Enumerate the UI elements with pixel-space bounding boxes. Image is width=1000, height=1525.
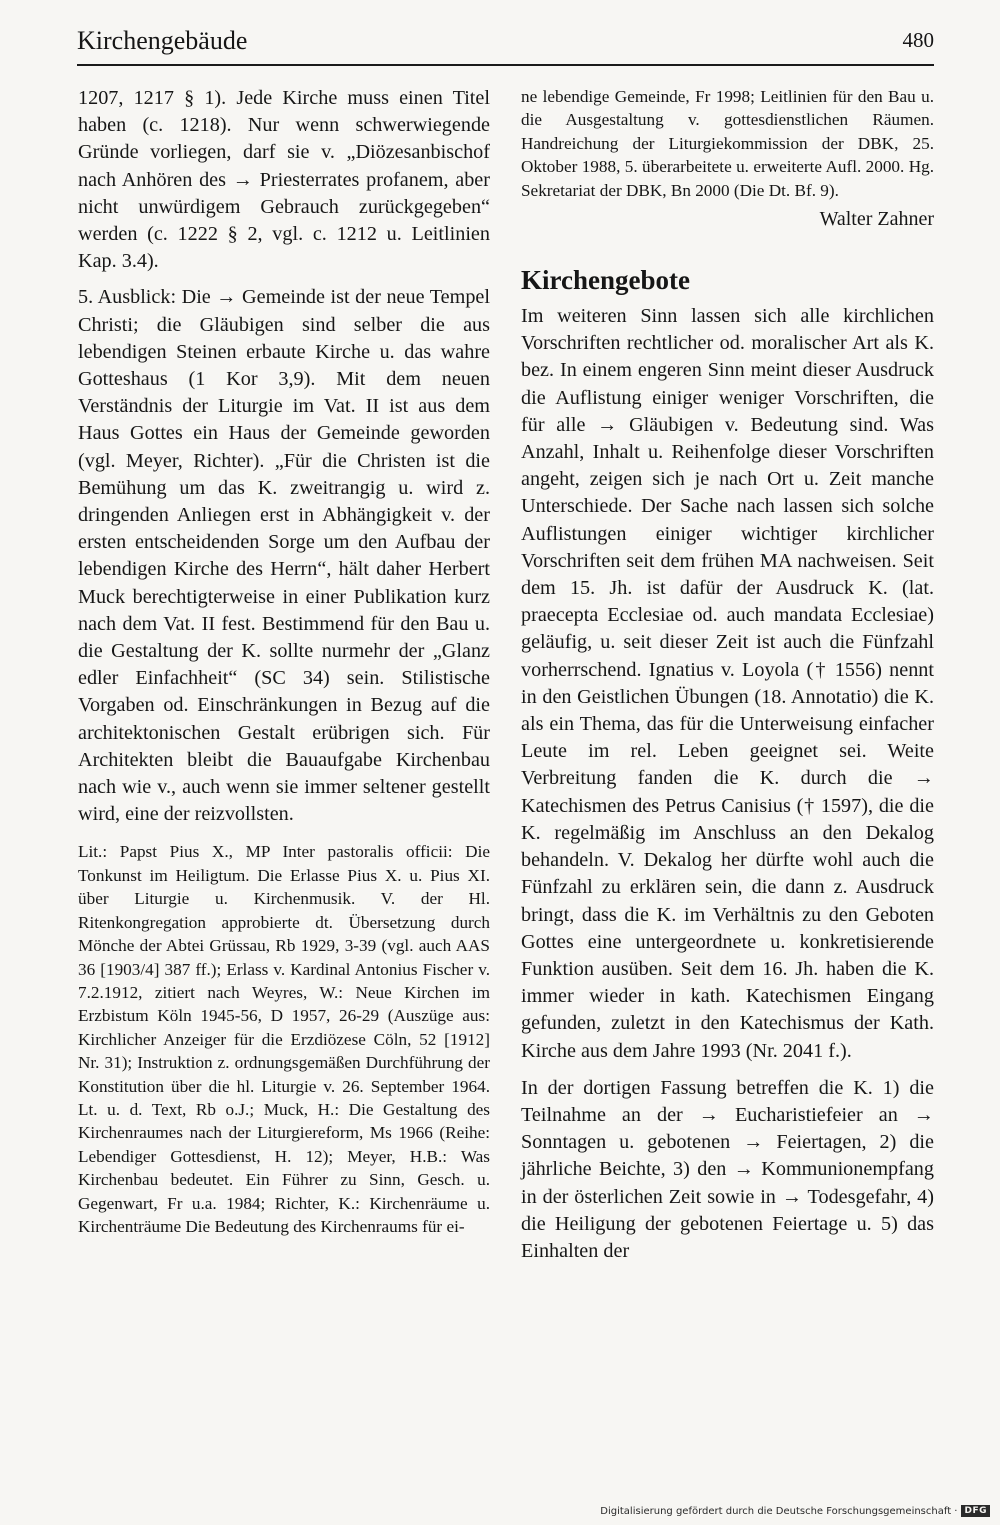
right-column (521, 85, 934, 1265)
left-column (78, 85, 490, 1238)
entry-title: Kirchengebote (521, 265, 690, 296)
literature-list-continued: ne lebendige Gemeinde, Fr 1998; Leitlinien für den Bau u. die Ausgestaltung v. gottesdienstlichen Räumen. Handreichung der Liturgiekommission der DBK, 25. Oktober 1988, 5. überarbeitete u. erweiterte Aufl. 2000. Hg. Sekretariat der DBK, Bn 2000 (Die Dt. Bf. 9). (521, 87, 934, 200)
paragraph-kirchengebote-list: In der dortigen Fassung betreffen die K. 1) die Teilnahme an der → Eucharistiefeier an → Sonntagen u. gebotenen → Feiertagen, 2) die jährliche Beichte, 3) den → Kommunionempfang in der österlichen Zeit sowie in → Todesgefahr, 4) die Heiligung der gebotenen Feiertage u. 5) das Einhalten der (521, 1076, 934, 1262)
running-head-title: Kirchengebäude (77, 26, 248, 55)
paragraph-kirchengebote-intro: Im weiteren Sinn lassen sich alle kirchlichen Vorschriften rechtlicher od. moralischer Art als K. bez. In einem engeren Sinn meint dieser Ausdruck die Auflistung einiger weniger Vorschriften, die für alle → Gläubigen v. Bedeutung sind. Was Anzahl, Inhalt u. Reihenfolge dieser Vorschriften angeht, zeigen sich je nach Ort u. Zeit manche Unterschiede. Der Sache nach lassen sich solche Auflistungen einiger wichtiger kirchlicher Vorschriften seit dem frühen MA nachweisen. Seit dem 15. Jh. ist dafür der Ausdruck K. (lat. praecepta Ecclesiae od. auch mandata Ecclesiae) geläufig, u. seit dieser Zeit ist auch die Fünfzahl vorherrschend. Ignatius v. Loyola († 1556) nennt in den Geistlichen Übungen (18. Annotatio) die K. als ein Thema, das für die Unterweisung einfacher Leute im rel. Leben geeignet sei. Weite Verbreitung fanden die K. durch die → Katechismen des Petrus Canisius († 1597), die die K. regelmäßig im Anschluss an den Dekalog behandeln. V. Dekalog her dürfte wohl auch die Fünfzahl zu erklären sein, die dann z. Ausdruck bringt, dass die K. im Verhältnis zu den Geboten Gottes eine untergeordnete u. konkretisierende Funktion ausüben. Seit dem 16. Jh. haben die K. immer wieder in kath. Katechismen Eingang gefunden, zuletzt in den Katechismus der Kath. Kirche aus dem Jahre 1993 (Nr. 2041 f.). (521, 305, 934, 1062)
footer-text: Digitalisierung gefördert durch die Deutsche Forschungsgemeinschaft · (600, 1505, 958, 1517)
page-number: 480 (902, 28, 934, 52)
paragraph-canon-law: 1207, 1217 § 1). Jede Kirche muss einen Titel haben (c. 1218). Nur wenn schwerwiegende Gründe vorliegen, darf sie v. „Diözesanbischof nach Anhören des → Priesterrates profanem, aber nicht unwürdigem Gebrauch zurückgegeben“ werden (c. 1222 § 2, vgl. c. 1212 u. Leitlinien Kap. 3.4). (78, 87, 490, 273)
author-signature: Walter Zahner (819, 208, 934, 231)
digitization-footer (600, 1505, 990, 1517)
dfg-logo: DFG (961, 1505, 990, 1517)
literature-list: Lit.: Papst Pius X., MP Inter pastoralis officii: Die Tonkunst im Heiligtum. Die Erlasse Pius X. u. Pius XI. über Liturgie u. Kirchenmusik. V. der Hl. Ritenkongregation approbierte dt. Übersetzung durch Mönche der Abtei Grüssau, Rb 1929, 3-39 (vgl. auch AAS 36 [1903/4] 387 ff.); Erlass v. Kardinal Antonius Fischer v. 7.2.1912, zitiert nach Weyres, W.: Neue Kirchen im Erzbistum Köln 1945-56, D 1957, 26-29 (Auszüge aus: Kirchlicher Anzeiger für die Erzdiözese Cöln, 52 [1912] Nr. 31); Instruktion z. ordnungsgemäßen Durchführung der Konstitution über die hl. Liturgie v. 26. September 1964. Lt. u. d. Text, Rb o.J.; Muck, H.: Die Gestaltung des Kirchenraumes nach der Liturgiereform, Ms 1966 (Reihe: Lebendiger Gottesdienst, H. 12); Meyer, H.B.: Was Kirchenbau bedeutet. Ein Führer zu Sinn, Gesch. u. Gegenwart, Fr u.a. 1984; Richter, K.: Kirchenräume u. Kirchenträume Die Bedeutung des Kirchenraums für ei- (78, 842, 490, 1236)
paragraph-ausblick: 5. Ausblick: Die → Gemeinde ist der neue Tempel Christi; die Gläubigen sind selber die aus lebendigen Steinen erbaute Kirche u. das wahre Gotteshaus (1 Kor 3,9). Mit dem neuen Verständnis der Liturgie im Vat. II ist aus dem Haus Gottes ein Haus der Gemeinde geworden (vgl. Meyer, Richter). „Für die Christen ist die Bemühung um das K. zweitrangig u. wird z. dringenden Anliegen erst in Abhängigkeit v. der ersten entscheidenden Sorge um den Aufbau der lebendigen Kirche des Herrn“, hält daher Herbert Muck berechtigterweise in einer Publikation kurz nach dem Vat. II fest. Bestimmend für den Bau u. die Gestaltung der K. sollte nurmehr der „Glanz edler Einfachheit“ (SC 34) sein. Stilistische Vorgaben od. Einschränkungen in Bezug auf die architektonischen Gestalt erübrigen sich. Für Architekten bleibt die Bauaufgabe Kirchenbau nach wie v., auch wenn sie immer seltener gestellt wird, eine der reizvollsten. (78, 286, 490, 826)
running-head (77, 24, 934, 66)
